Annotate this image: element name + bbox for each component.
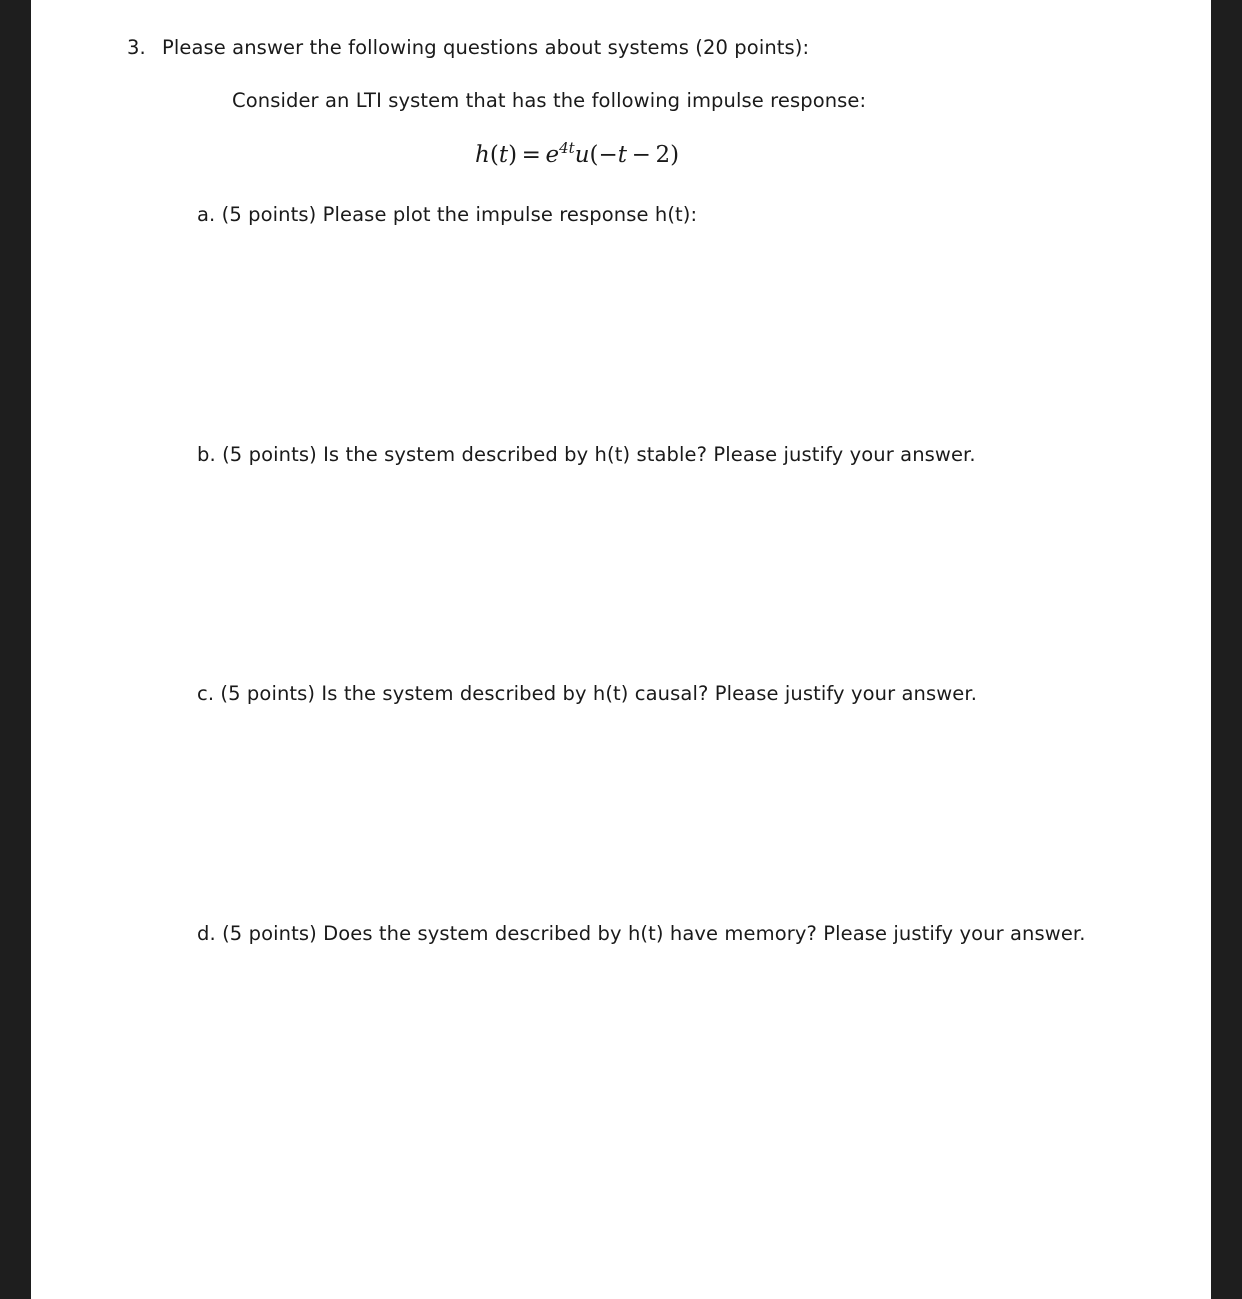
impulse-response-equation: $h(t) = e^{4t}u(-t - 2)$	[475, 139, 680, 168]
part-a-prompt: a. (5 points) Please plot the impulse response h(t):	[197, 203, 698, 226]
eq-step-const: 2	[655, 142, 671, 168]
eq-exponent: 4t	[559, 139, 575, 157]
eq-equals: =	[521, 142, 541, 168]
part-b-prompt: b. (5 points) Is the system described by h(t) stable? Please justify your answer.	[197, 443, 976, 466]
part-d-prompt: d. (5 points) Does the system described by h(t) have memory? Please justify your answer.	[197, 922, 1086, 945]
question-intro: Consider an LTI system that has the following impulse response:	[232, 89, 867, 112]
eq-lhs-var: t	[498, 142, 509, 168]
eq-step-func: u	[574, 142, 590, 168]
eq-lhs-func: h	[475, 142, 490, 168]
document-page	[31, 0, 1211, 1299]
part-c-prompt: c. (5 points) Is the system described by h(t) causal? Please justify your answer.	[197, 682, 978, 705]
question-number: 3.	[127, 36, 146, 59]
eq-base: e	[545, 142, 560, 168]
eq-step-var: t	[617, 142, 628, 168]
question-title: Please answer the following questions about systems (20 points):	[162, 36, 810, 59]
